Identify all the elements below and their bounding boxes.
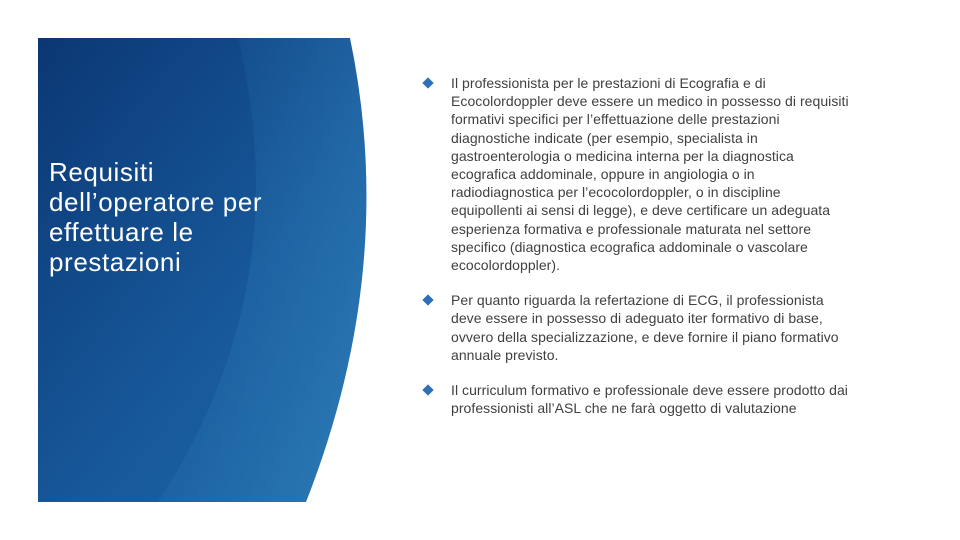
- diamond-bullet-icon: [424, 386, 432, 394]
- bullet-item: [424, 381, 854, 417]
- bullet-list: [424, 74, 854, 434]
- bullet-text: Per quanto riguarda la refertazione di ECG, il professionista deve essere in possesso di adeguato iter formativo di base, ovvero della specializzazione, e deve fornire il piano formativo annuale previsto.: [451, 292, 839, 363]
- bullet-item: [424, 74, 854, 274]
- diamond-bullet-icon: [424, 296, 432, 304]
- slide-title: Requisiti dell’operatore per effettuare le prestazioni: [49, 157, 263, 277]
- diamond-bullet-icon: [424, 79, 432, 87]
- bullet-text: Il professionista per le prestazioni di Ecografia e di Ecocolordoppler deve essere un medico in possesso di requisiti formativi specifici per l’effettuazione delle prestazioni diagnostiche indicate (per esempio, specialista in gastroenterologia o medicina interna per la diagnostica ecografica addominale, oppure in angiologia o in radiodiagnostica per l’ecocolordoppler, o in discipline equipollenti ai sensi di legge), e deve certificare un adeguata esperienza formativa e professionale maturata nel settore specifico (diagnostica ecografica addominale o vascolare ecocolordoppler).: [451, 75, 849, 274]
- bullet-item: [424, 291, 854, 364]
- bullet-text: Il curriculum formativo e professionale deve essere prodotto dai professionisti all’ASL che ne farà oggetto di valutazione: [451, 382, 848, 417]
